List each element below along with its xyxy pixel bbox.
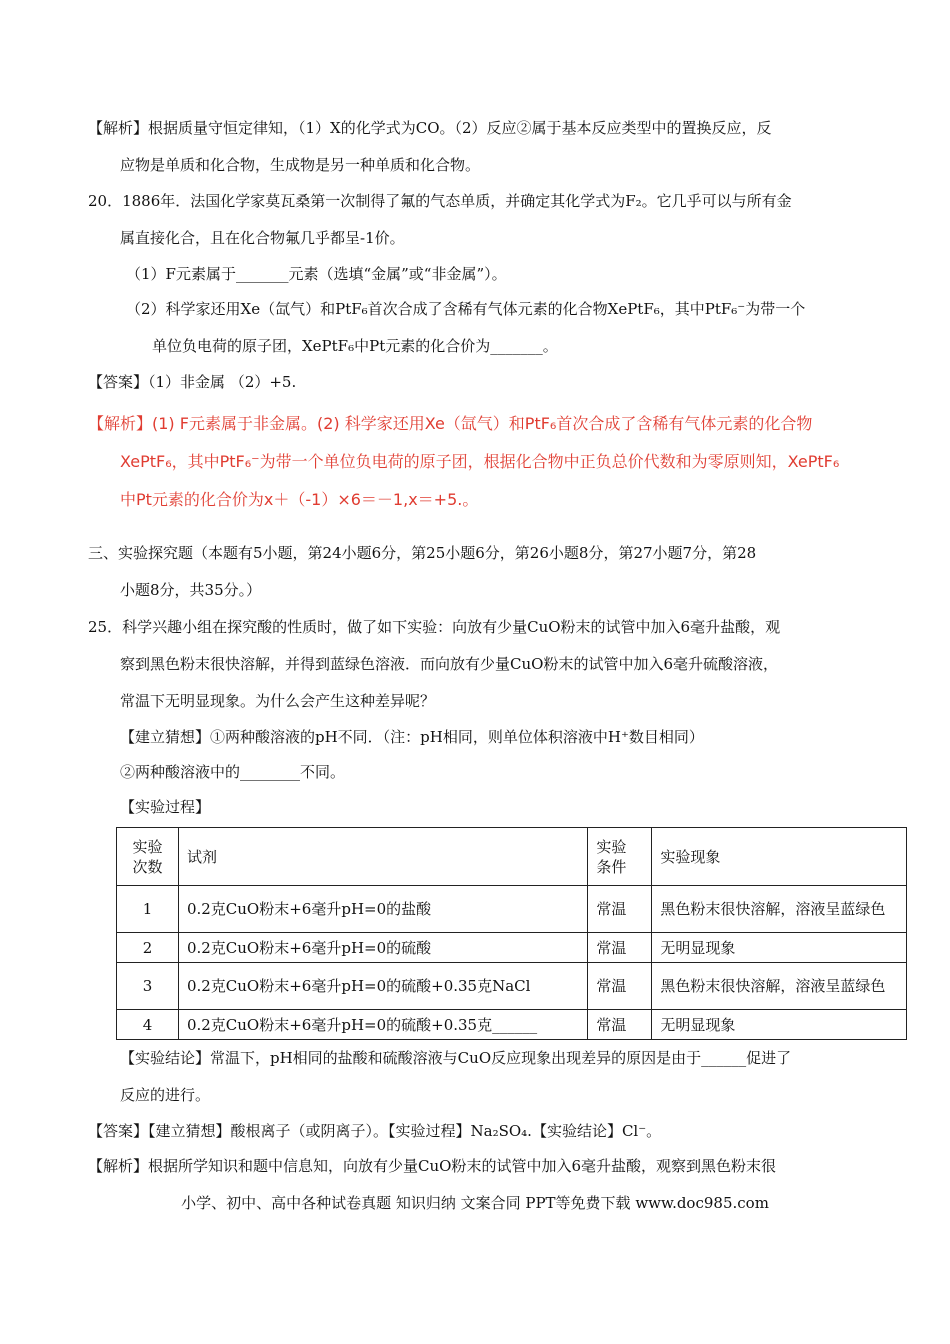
phenomenon: 黑色粉末很快溶解，溶液呈蓝绿色 (652, 963, 907, 1010)
phenomenon: 黑色粉末很快溶解，溶液呈蓝绿色 (652, 886, 907, 933)
phenomenon: 无明显现象 (652, 933, 907, 963)
analysis-20-red-line2: XePtF₆，其中PtF₆⁻为带一个单位负电荷的原子团，根据化合物中正负总价代数和为零原则知，XePtF₆ (120, 452, 840, 471)
header-phenomenon: 实验现象 (652, 828, 907, 886)
question-20-part2-line1: （2）科学家还用Xe（氙气）和PtF₆首次合成了含稀有气体元素的化合物XePtF₆，其中PtF₆⁻为带一个 (126, 300, 806, 318)
analysis-20-red-line3: 中Pt元素的化合价为x＋（-1）×6＝－1,x＝+5.。 (120, 490, 479, 509)
condition: 常温 (588, 1010, 652, 1040)
trial-number: 3 (117, 963, 179, 1010)
header-trial-count: 实验 次数 (117, 828, 179, 886)
table-row (117, 963, 907, 1010)
answer-25: 【答案】【建立猜想】酸根离子（或阴离子）。【实验过程】Na₂SO₄.【实验结论】Cl⁻。 (88, 1122, 662, 1140)
trial-number: 2 (117, 933, 179, 963)
analysis-20-red-line1: 【解析】(1) F元素属于非金属。(2) 科学家还用Xe（氙气）和PtF₆首次合成了含稀有气体元素的化合物 (88, 414, 813, 433)
header-condition: 实验 条件 (588, 828, 652, 886)
trial-number: 1 (117, 886, 179, 933)
header-reagent: 试剂 (178, 828, 587, 886)
question-20-line2: 属直接化合，且在化合物氟几乎都呈-1价。 (120, 229, 405, 247)
table-row (117, 886, 907, 933)
table-row (117, 1010, 907, 1040)
reagent: 0.2克CuO粉末+6毫升pH=0的硫酸+0.35克______ (178, 1010, 587, 1040)
reagent: 0.2克CuO粉末+6毫升pH=0的硫酸+0.35克NaCl (178, 963, 587, 1010)
table-header-row (117, 828, 907, 886)
conclusion-line1: 【实验结论】常温下，pH相同的盐酸和硫酸溶液与CuO反应现象出现差异的原因是由于______促进了 (120, 1049, 792, 1067)
question-25-line2: 察到黑色粉末很快溶解，并得到蓝绿色溶液．而向放有少量CuO粉末的试管中加入6毫升硫酸溶液， (120, 655, 778, 673)
table-row (117, 933, 907, 963)
condition: 常温 (588, 886, 652, 933)
trial-number: 4 (117, 1010, 179, 1040)
section-3-heading-line1: 三、实验探究题（本题有5小题，第24小题6分，第25小题6分，第26小题8分，第27小题7分，第28 (88, 544, 757, 562)
analysis-q19-line2: 应物是单质和化合物，生成物是另一种单质和化合物。 (120, 156, 481, 174)
condition: 常温 (588, 933, 652, 963)
reagent: 0.2克CuO粉末+6毫升pH=0的盐酸 (178, 886, 587, 933)
experiment-table (116, 827, 907, 1040)
conclusion-line2: 反应的进行。 (120, 1086, 211, 1104)
question-25-line1: 25．科学兴趣小组在探究酸的性质时，做了如下实验：向放有少量CuO粉末的试管中加入6毫升盐酸，观 (88, 618, 781, 636)
answer-20: 【答案】（1）非金属 （2）+5. (88, 373, 297, 391)
question-20-part2-line2: 单位负电荷的原子团，XePtF₆中Pt元素的化合价为_______。 (152, 337, 558, 355)
question-20-part1: （1）F元素属于_______元素（选填“金属”或“非金属”）。 (126, 265, 507, 283)
condition: 常温 (588, 963, 652, 1010)
question-25-line3: 常温下无明显现象。为什么会产生这种差异呢？ (120, 692, 436, 710)
page-footer: 小学、初中、高中各种试卷真题 知识归纳 文案合同 PPT等免费下载 www.doc985.com (181, 1194, 769, 1212)
analysis-25-line1: 【解析】根据所学知识和题中信息知，向放有少量CuO粉末的试管中加入6毫升盐酸，观察到黑色粉末很 (88, 1157, 776, 1175)
phenomenon: 无明显现象 (652, 1010, 907, 1040)
analysis-q19-line1: 【解析】根据质量守恒定律知，（1）X的化学式为CO。（2）反应②属于基本反应类型中的置换反应，反 (88, 119, 772, 137)
reagent: 0.2克CuO粉末+6毫升pH=0的硫酸 (178, 933, 587, 963)
experiment-process-label: 【实验过程】 (120, 798, 211, 816)
hypothesis-2: ②两种酸溶液中的________不同。 (120, 763, 346, 781)
hypothesis-1: 【建立猜想】①两种酸溶液的pH不同．（注：pH相同，则单位体积溶液中H⁺数目相同） (120, 728, 704, 746)
question-20-line1: 20．1886年．法国化学家莫瓦桑第一次制得了氟的气态单质，并确定其化学式为F₂。它几乎可以与所有金 (88, 192, 792, 210)
section-3-heading-line2: 小题8分，共35分。） (120, 581, 262, 599)
